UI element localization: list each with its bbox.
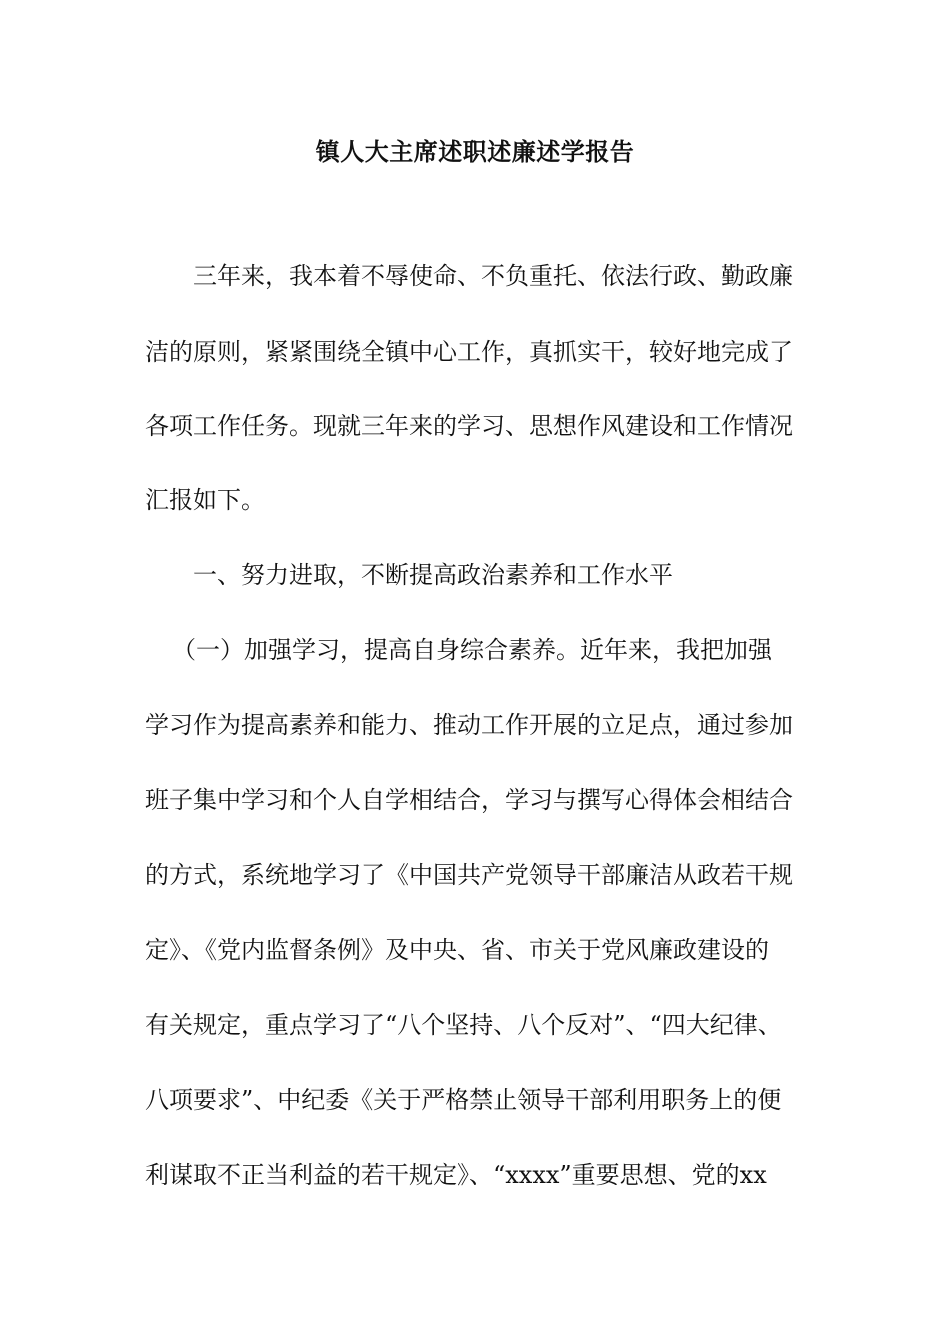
paragraph-line: （一）加强学习，提高自身综合素养。近年来，我把加强 bbox=[172, 636, 772, 664]
paragraph-line: 各项工作任务。现就三年来的学习、思想作风建设和工作情况 bbox=[145, 412, 793, 440]
paragraph-line: 汇报如下。 bbox=[145, 486, 265, 514]
paragraph-line: 洁的原则，紧紧围绕全镇中心工作，真抓实干，较好地完成了 bbox=[145, 338, 793, 366]
document-title: 镇人大主席述职述廉述学报告 bbox=[315, 137, 635, 166]
section-heading: 一、努力进取，不断提高政治素养和工作水平 bbox=[193, 561, 673, 589]
paragraph-line: 有关规定，重点学习了“八个坚持、八个反对”、“四大纪律、 bbox=[145, 1011, 782, 1039]
paragraph-line: 八项要求”、中纪委《关于严格禁止领导干部利用职务上的便 bbox=[145, 1086, 782, 1114]
paragraph-line: 的方式，系统地学习了《中国共产党领导干部廉洁从政若干规 bbox=[145, 861, 793, 889]
paragraph-line: 学习作为提高素养和能力、推动工作开展的立足点，通过参加 bbox=[145, 711, 793, 739]
paragraph-line: 班子集中学习和个人自学相结合，学习与撰写心得体会相结合 bbox=[145, 786, 793, 814]
paragraph-line: 利谋取不正当利益的若干规定》、“xxxx”重要思想、党的xx bbox=[145, 1161, 767, 1189]
paragraph-line: 定》、《党内监督条例》及中央、省、市关于党风廉政建设的 bbox=[145, 936, 769, 964]
paragraph-line: 三年来，我本着不辱使命、不负重托、依法行政、勤政廉 bbox=[193, 262, 793, 290]
